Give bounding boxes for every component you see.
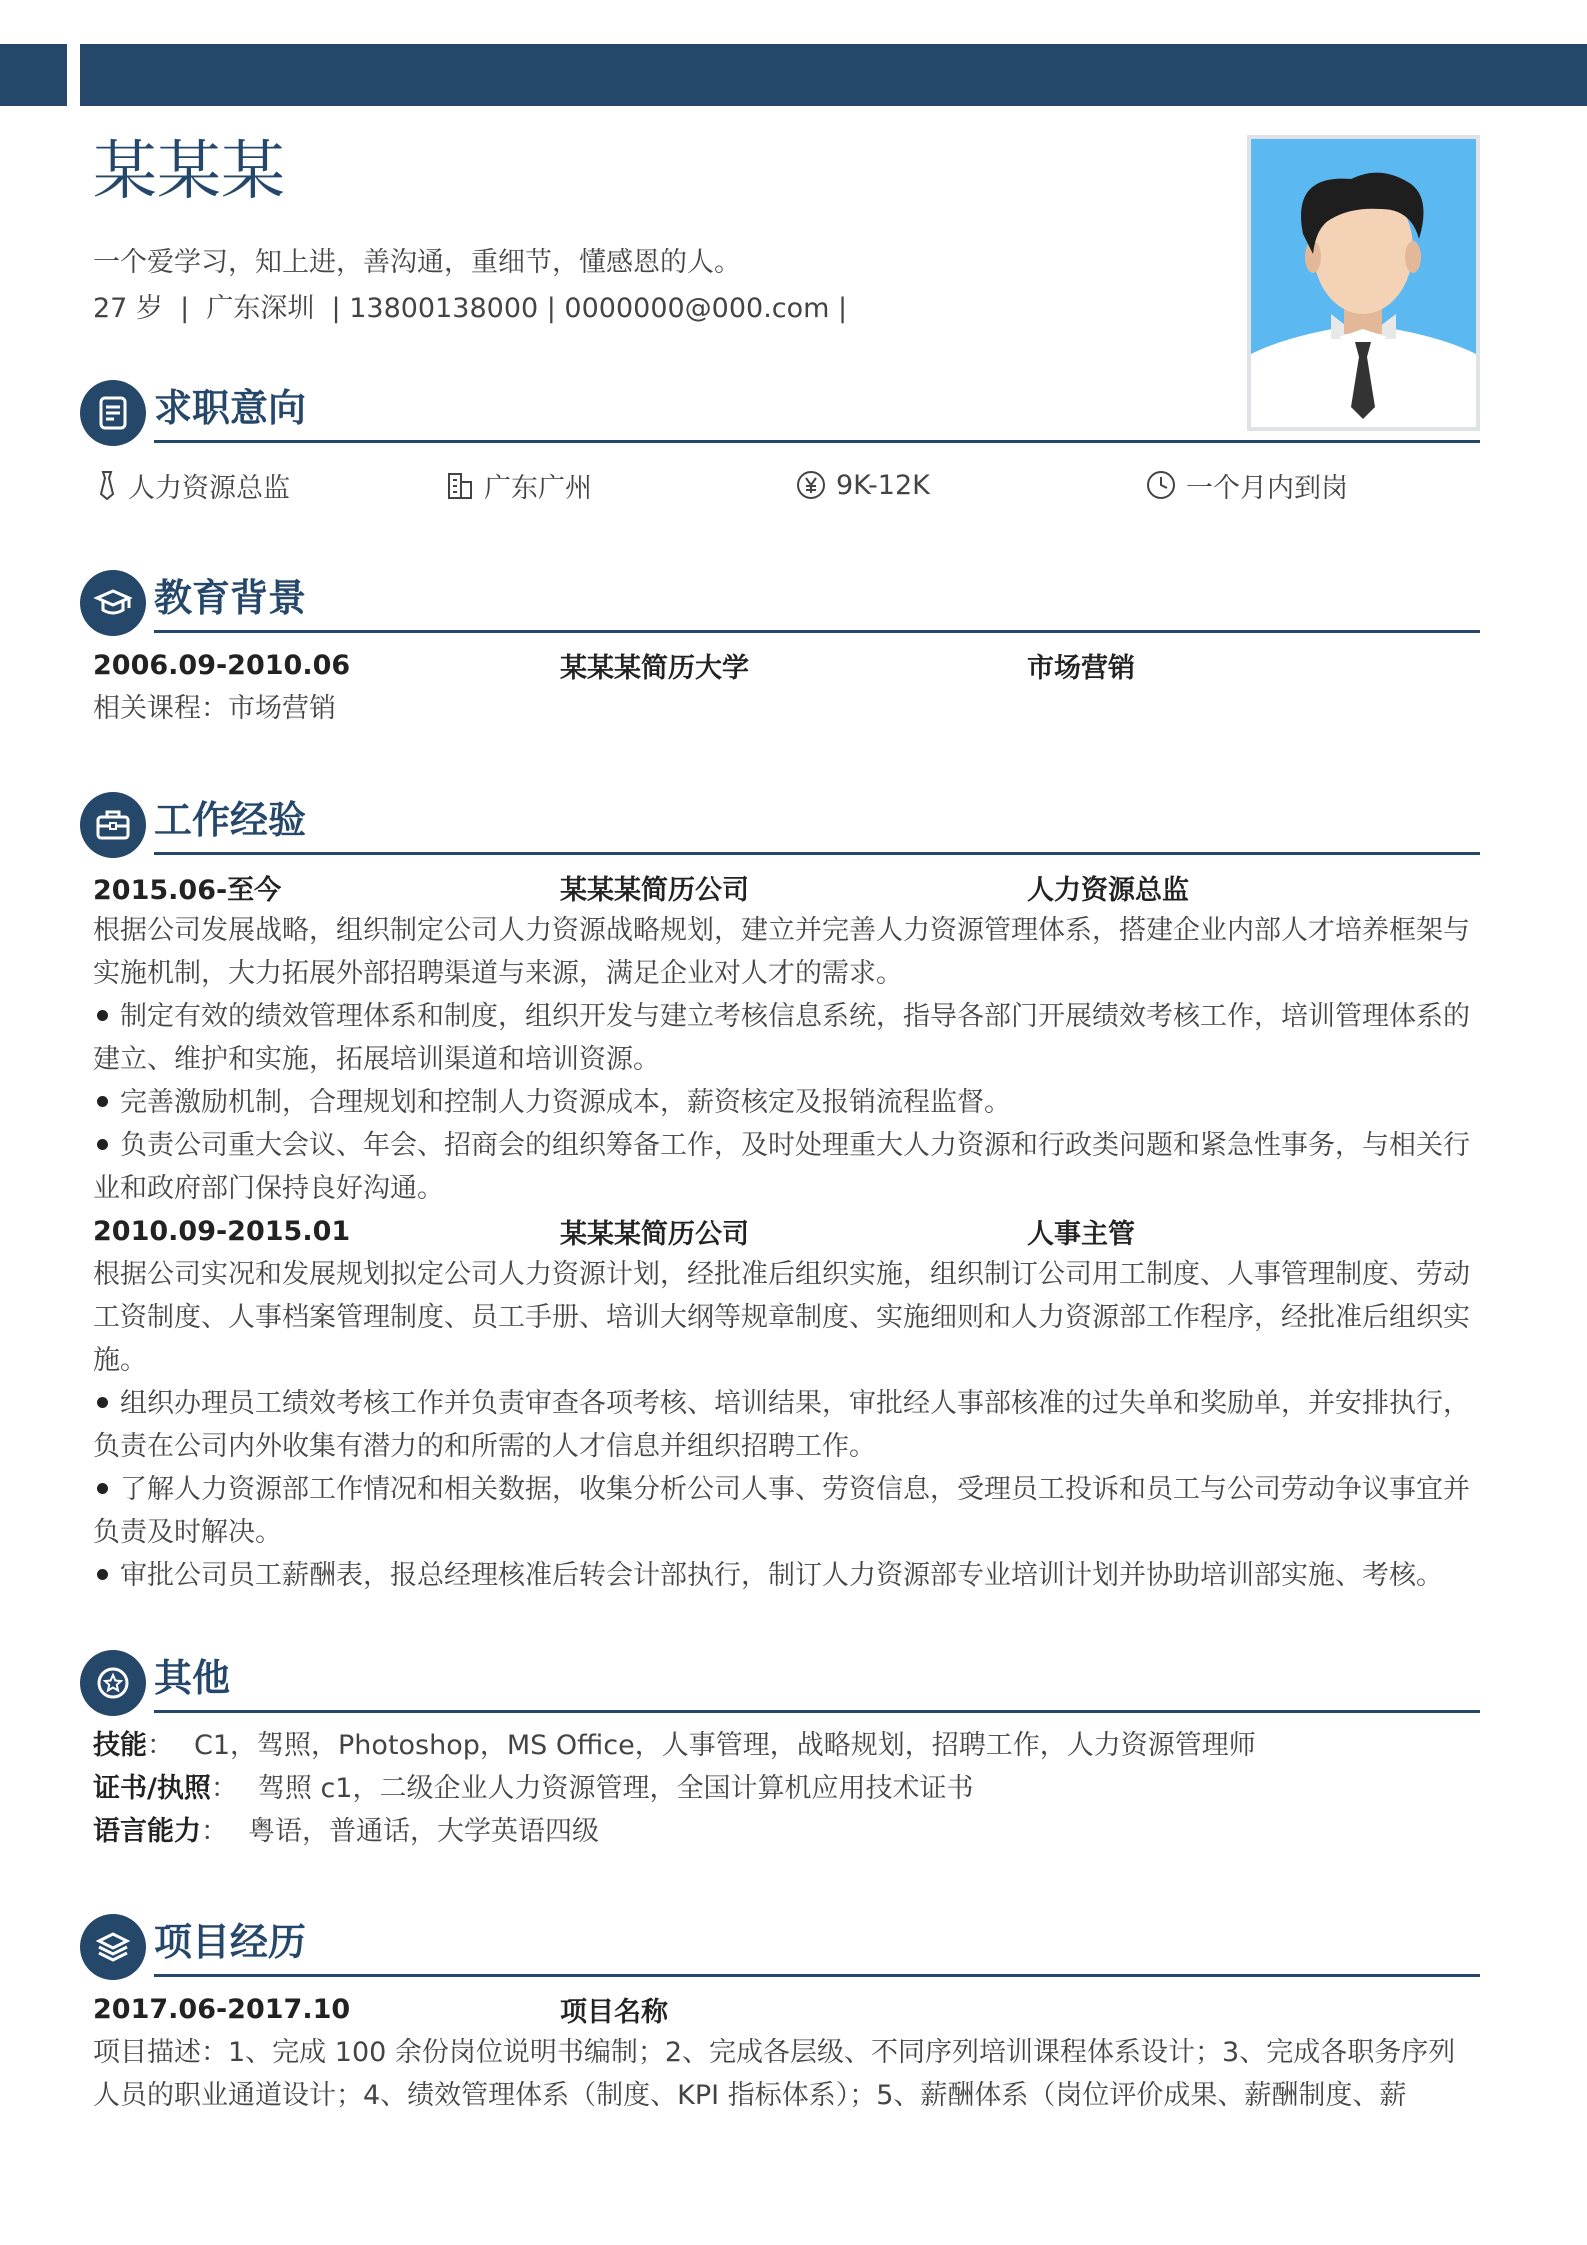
section-projects bbox=[80, 1914, 1480, 2117]
section-title: 其他 bbox=[154, 1656, 231, 1700]
skills-row: 技能： C1，驾照，Photoshop，MS Office，人事管理，战略规划，招聘工作，人力资源管理师 bbox=[93, 1730, 1256, 1761]
briefcase-icon bbox=[80, 792, 146, 858]
job-role: 人事主管 bbox=[1027, 1219, 1135, 1250]
education-courses: 相关课程：市场营销 bbox=[93, 693, 336, 724]
job-company: 某某某简历公司 bbox=[560, 875, 749, 906]
section-title: 求职意向 bbox=[154, 386, 307, 430]
job-bullet: 制定有效的绩效管理体系和制度，组织开发与建立考核信息系统，指导各部门开展绩效考核工作，培训管理体系的建立、维护和实施，拓展培训渠道和培训资源。 bbox=[93, 1001, 1470, 1075]
job-bullet: 审批公司员工薪酬表，报总经理核准后转会计部执行，制订人力资源部专业培训计划并协助培训部实施、考核。 bbox=[93, 1554, 1480, 1597]
intent-availability-label: 一个月内到岗 bbox=[1186, 472, 1348, 504]
intent-city bbox=[446, 466, 796, 505]
language-row: 语言能力： 粤语，普通话，大学英语四级 bbox=[93, 1816, 599, 1847]
section-divider bbox=[154, 852, 1480, 855]
certs-row: 证书/执照： 驾照 c1，二级企业人力资源管理，全国计算机应用技术证书 bbox=[93, 1773, 974, 1804]
section-divider bbox=[154, 1710, 1480, 1713]
job-bullet: 完善激励机制，合理规划和控制人力资源成本，薪资核定及报销流程监督。 bbox=[93, 1081, 1480, 1124]
certs-value: 驾照 c1，二级企业人力资源管理，全国计算机应用技术证书 bbox=[257, 1773, 974, 1804]
job-summary: 根据公司发展战略，组织制定公司人力资源战略规划，建立并完善人力资源管理体系，搭建企业内部人才培养框架与实施机制，大力拓展外部招聘渠道与来源，满足企业对人才的需求。 bbox=[93, 915, 1470, 989]
building-icon bbox=[446, 470, 474, 500]
project-name: 项目名称 bbox=[560, 1997, 668, 2028]
section-title: 工作经验 bbox=[154, 798, 307, 842]
job-summary: 根据公司实况和发展规划拟定公司人力资源计划，经批准后组织实施，组织制订公司用工制度、人事管理制度、劳动工资制度、人事档案管理制度、员工手册、培训大纲等规章制度、实施细则和人力资源部工作程序，经批准后组织实施。 bbox=[93, 1259, 1470, 1376]
job-period: 2010.09-2015.01 bbox=[93, 1216, 351, 1247]
education-period: 2006.09-2010.06 bbox=[93, 650, 351, 681]
candidate-name: 某某某 bbox=[93, 135, 285, 209]
education-major: 市场营销 bbox=[1027, 653, 1135, 684]
intent-salary-label: 9K-12K bbox=[836, 469, 930, 501]
section-divider bbox=[154, 440, 1480, 443]
clock-icon bbox=[1146, 470, 1176, 500]
job-company: 某某某简历公司 bbox=[560, 1219, 749, 1250]
candidate-motto: 一个爱学习，知上进，善沟通，重细节，懂感恩的人。 bbox=[93, 247, 741, 278]
section-divider bbox=[154, 1974, 1480, 1977]
job-row bbox=[93, 1210, 1480, 1253]
section-divider bbox=[154, 630, 1480, 633]
yen-coin-icon bbox=[796, 470, 826, 500]
candidate-contact-info: 27 岁 | 广东深圳 | 13800138000 | 0000000@000.com | bbox=[93, 293, 848, 324]
section-job-intent bbox=[80, 380, 1480, 510]
language-value: 粤语，普通话，大学英语四级 bbox=[248, 1816, 599, 1847]
graduation-cap-icon bbox=[80, 570, 146, 636]
star-badge-icon bbox=[80, 1650, 146, 1716]
resume-list-icon bbox=[80, 380, 146, 446]
project-description: 项目描述：1、完成 100 余份岗位说明书编制；2、完成各层级、不同序列培训课程体系设计；3、完成各职务序列人员的职业通道设计；4、绩效管理体系（制度、KPI 指标体系）；5、薪酬体系（岗位评价成果、薪酬制度、薪 bbox=[93, 2037, 1456, 2111]
project-row bbox=[93, 1988, 1480, 2031]
language-label: 语言能力 bbox=[93, 1816, 201, 1847]
skills-label: 技能 bbox=[93, 1730, 147, 1761]
intent-position-label: 人力资源总监 bbox=[128, 472, 290, 504]
skills-value: C1，驾照，Photoshop，MS Office，人事管理，战略规划，招聘工作，人力资源管理师 bbox=[194, 1730, 1256, 1761]
intent-availability bbox=[1146, 466, 1348, 505]
job-row bbox=[93, 866, 1480, 909]
layers-icon bbox=[80, 1914, 146, 1980]
section-title: 教育背景 bbox=[154, 576, 307, 620]
section-education bbox=[80, 570, 1480, 730]
header-bar-right bbox=[80, 44, 1587, 106]
tie-icon bbox=[96, 470, 118, 500]
intent-city-label: 广东广州 bbox=[484, 472, 592, 504]
intent-position bbox=[80, 466, 446, 505]
job-bullet: 组织办理员工绩效考核工作并负责审查各项考核、培训结果，审批经人事部核准的过失单和奖励单，并安排执行，负责在公司内外收集有潜力的和所需的人才信息并组织招聘工作。 bbox=[93, 1388, 1470, 1462]
section-other bbox=[80, 1650, 1480, 1853]
header-bar-left bbox=[0, 44, 67, 106]
project-period: 2017.06-2017.10 bbox=[93, 1994, 351, 2025]
job-period: 2015.06-至今 bbox=[93, 875, 282, 906]
job-intent-row bbox=[80, 460, 1480, 510]
certs-label: 证书/执照 bbox=[93, 1773, 211, 1804]
job-bullet: 了解人力资源部工作情况和相关数据，收集分析公司人事、劳资信息，受理员工投诉和员工与公司劳动争议事宜并负责及时解决。 bbox=[93, 1474, 1470, 1548]
education-school: 某某某简历大学 bbox=[560, 653, 749, 684]
job-bullet: 负责公司重大会议、年会、招商会的组织筹备工作，及时处理重大人力资源和行政类问题和紧急性事务，与相关行业和政府部门保持良好沟通。 bbox=[93, 1130, 1470, 1204]
section-title: 项目经历 bbox=[154, 1920, 307, 1964]
job-role: 人力资源总监 bbox=[1027, 875, 1189, 906]
section-work-experience bbox=[80, 792, 1480, 1597]
intent-salary bbox=[796, 470, 1146, 501]
education-row bbox=[93, 644, 1480, 687]
